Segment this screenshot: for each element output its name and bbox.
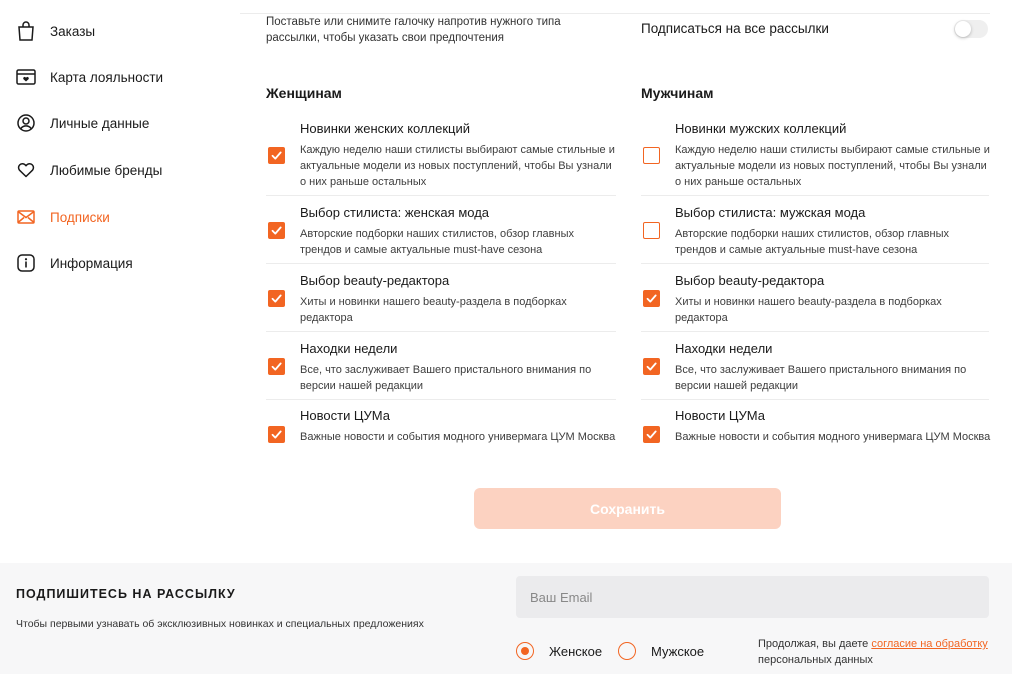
option-description: Важные новости и события модного универмага ЦУМ Москва: [675, 431, 991, 443]
divider: [266, 263, 616, 264]
option-title: Выбор beauty-редактора: [675, 273, 825, 288]
subscribe-all-label: Подписаться на все рассылки: [641, 21, 829, 36]
divider: [266, 195, 616, 196]
toggle-knob: [955, 21, 971, 37]
sidebar-item-personal-data[interactable]: [16, 110, 149, 136]
option-description: Авторские подборки наших стилистов, обзор главных трендов и самые актуальные must-have сезона: [675, 228, 949, 256]
women-checkbox-weekly-finds[interactable]: [268, 358, 285, 375]
subscribe-all-toggle[interactable]: [954, 20, 988, 38]
checkmark-icon: [645, 292, 658, 305]
checkmark-icon: [270, 224, 283, 237]
save-button[interactable]: Сохранить: [474, 488, 781, 529]
checkmark-icon: [645, 360, 658, 373]
option-title: Выбор стилиста: женская мода: [300, 205, 490, 220]
sidebar-item-label: Заказы: [50, 23, 96, 39]
women-column-title: Женщинам: [266, 85, 342, 101]
radio-label: Женское: [549, 643, 603, 659]
sidebar-item-subscriptions[interactable]: [16, 204, 110, 230]
option-title: Новинки женских коллекций: [300, 121, 471, 136]
radio-circle: [516, 642, 534, 660]
info-icon: [16, 253, 36, 273]
sidebar-item-favorite-brands[interactable]: [16, 157, 162, 183]
newsletter-section: [0, 563, 1012, 674]
newsletter-subtitle: Чтобы первыми узнавать об эксклюзивных новинках и специальных предложениях: [16, 618, 424, 630]
divider: [641, 331, 989, 332]
consent-prefix: Продолжая, вы даете: [758, 638, 872, 650]
sidebar-item-label: Информация: [50, 255, 133, 271]
women-checkbox-beauty-editor[interactable]: [268, 290, 285, 307]
gender-radio-female[interactable]: [516, 642, 602, 660]
option-title: Новинки мужских коллекций: [675, 121, 847, 136]
envelope-icon: [16, 207, 36, 227]
women-checkbox-tsum-news[interactable]: [268, 426, 285, 443]
radio-selected-dot: [521, 647, 529, 655]
divider: [266, 331, 616, 332]
option-title: Новости ЦУМа: [300, 408, 391, 423]
option-title: Находки недели: [675, 341, 773, 356]
option-description: Хиты и новинки нашего beauty-раздела в подборках редактора: [300, 296, 567, 324]
divider: [641, 399, 989, 400]
option-description: Авторские подборки наших стилистов, обзор главных трендов и самые актуальные must-have сезона: [300, 228, 574, 256]
sidebar-item-label: Любимые бренды: [50, 162, 163, 178]
sidebar-item-label: Подписки: [50, 209, 110, 225]
option-title: Выбор стилиста: мужская мода: [675, 205, 866, 220]
checkmark-icon: [270, 428, 283, 441]
radio-circle: [618, 642, 636, 660]
consent-text: [758, 636, 988, 668]
option-description: Каждую неделю наши стилисты выбирают самые стильные и актуальные модели из новых поступлений, чтобы Вы узнали о них раньше остальных: [675, 144, 990, 188]
option-description: Важные новости и события модного универмага ЦУМ Москва: [300, 431, 616, 443]
intro-text: Поставьте или снимите галочку напротив нужного типа рассылки, чтобы указать свои предпочтения: [266, 16, 561, 44]
women-checkbox-stylist-choice[interactable]: [268, 222, 285, 239]
men-checkbox-stylist-choice[interactable]: [643, 222, 660, 239]
gender-radio-male[interactable]: [618, 642, 704, 660]
consent-suffix: персональных данных: [758, 654, 873, 666]
option-description: Хиты и новинки нашего beauty-раздела в подборках редактора: [675, 296, 942, 324]
women-checkbox-new-collections[interactable]: [268, 147, 285, 164]
option-description: Каждую неделю наши стилисты выбирают самые стильные и актуальные модели из новых поступлений, чтобы Вы узнали о них раньше остальных: [300, 144, 615, 188]
divider: [266, 399, 616, 400]
checkmark-icon: [270, 292, 283, 305]
checkmark-icon: [645, 428, 658, 441]
checkmark-icon: [270, 360, 283, 373]
sidebar-item-label: Карта лояльности: [50, 69, 164, 85]
option-description: Все, что заслуживает Вашего пристального внимания по версии нашей редакции: [675, 364, 967, 392]
option-title: Выбор beauty-редактора: [300, 273, 450, 288]
option-title: Новости ЦУМа: [675, 408, 766, 423]
email-input[interactable]: [516, 576, 989, 618]
sidebar-item-label: Личные данные: [50, 115, 150, 131]
sidebar-item-info[interactable]: [16, 250, 133, 276]
divider: [641, 195, 989, 196]
men-checkbox-tsum-news[interactable]: [643, 426, 660, 443]
men-checkbox-weekly-finds[interactable]: [643, 358, 660, 375]
sidebar-item-loyalty[interactable]: [16, 64, 163, 90]
sidebar-item-orders[interactable]: [16, 18, 95, 44]
newsletter-title: ПОДПИШИТЕСЬ НА РАССЫЛКУ: [16, 587, 236, 601]
men-column-title: Мужчинам: [641, 85, 714, 101]
men-checkbox-new-collections[interactable]: [643, 147, 660, 164]
heart-icon: [16, 160, 36, 180]
option-title: Находки недели: [300, 341, 398, 356]
user-icon: [16, 113, 36, 133]
radio-label: Мужское: [651, 643, 705, 659]
divider: [641, 263, 989, 264]
consent-link[interactable]: согласие на обработку: [871, 638, 988, 650]
bag-icon: [16, 21, 36, 41]
loyalty-card-icon: [16, 67, 36, 87]
men-checkbox-beauty-editor[interactable]: [643, 290, 660, 307]
option-description: Все, что заслуживает Вашего пристального внимания по версии нашей редакции: [300, 364, 592, 392]
checkmark-icon: [270, 149, 283, 162]
